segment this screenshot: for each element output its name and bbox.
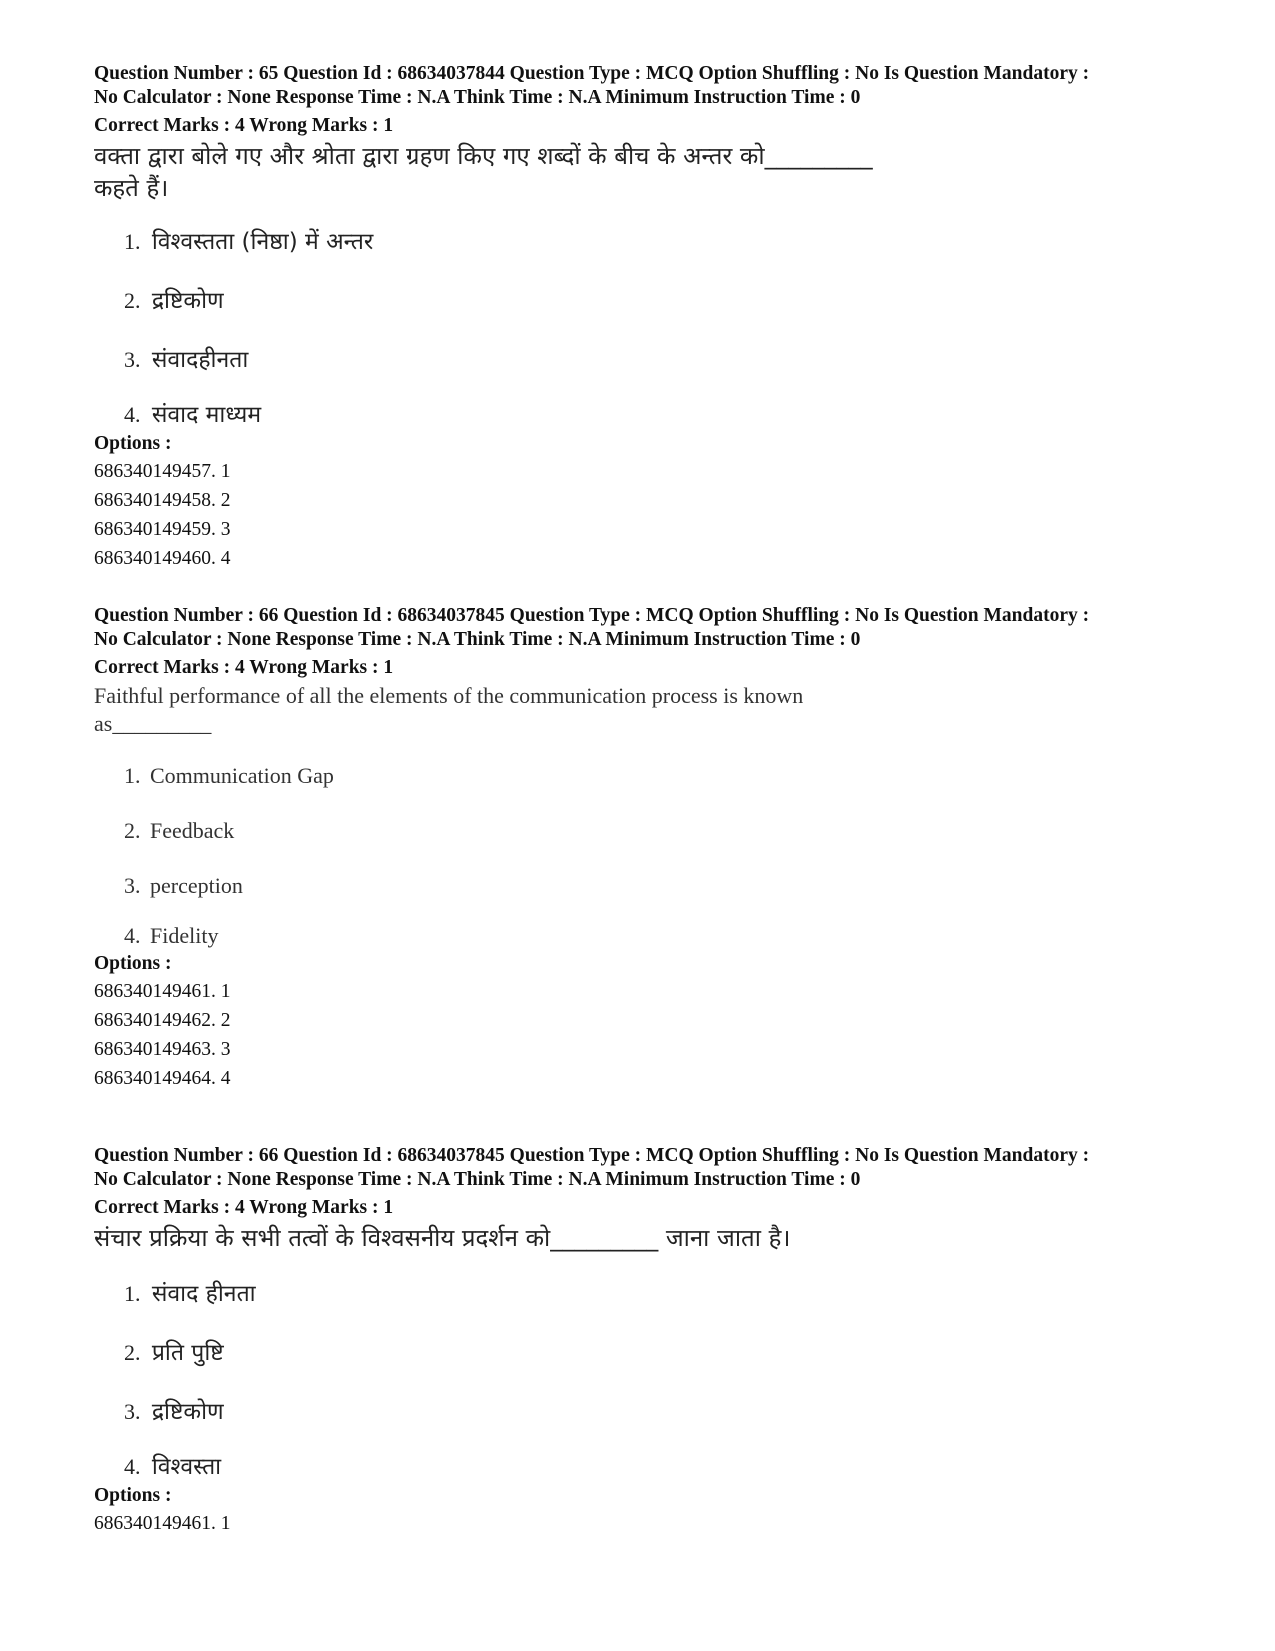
choice-text: Feedback bbox=[150, 818, 235, 843]
choice-text: द्रष्टिकोण bbox=[151, 1399, 224, 1425]
answer-choice bbox=[124, 271, 1214, 330]
choice-text: विश्वस्ता bbox=[151, 1454, 222, 1480]
choice-number: 2. bbox=[124, 818, 141, 843]
answer-choice bbox=[124, 1441, 1214, 1481]
answer-choice bbox=[124, 1382, 1214, 1441]
choice-text: संवादहीनता bbox=[151, 347, 249, 373]
option-id-row: 686340149458. 2 bbox=[94, 490, 231, 511]
question-stem: संचार प्रक्रिया के सभी तत्वों के विश्वसनीय प्रदर्शन को_________ जाना जाता है। bbox=[94, 1224, 791, 1252]
choice-number: 3. bbox=[124, 1399, 141, 1424]
question-block-66-hindi bbox=[94, 1144, 1214, 1538]
option-id-row: 686340149461. 1 bbox=[94, 981, 231, 1002]
option-id-row: 686340149461. 1 bbox=[94, 1513, 231, 1534]
choice-number: 2. bbox=[124, 288, 141, 313]
options-label: Options : bbox=[94, 433, 172, 454]
answer-choice bbox=[124, 1264, 1214, 1323]
choice-number: 3. bbox=[124, 347, 141, 372]
answer-choice bbox=[124, 1323, 1214, 1382]
options-label: Options : bbox=[94, 1485, 172, 1506]
option-id-row: 686340149464. 4 bbox=[94, 1068, 231, 1089]
choice-number: 3. bbox=[124, 873, 141, 898]
option-id-row: 686340149457. 1 bbox=[94, 461, 231, 482]
choice-text: perception bbox=[150, 873, 243, 898]
options-label: Options : bbox=[94, 953, 172, 974]
option-id-row: 686340149460. 4 bbox=[94, 548, 231, 569]
question-meta-line-2: No Calculator : None Response Time : N.A Think Time : N.A Minimum Instruction Time : 0 bbox=[94, 87, 861, 108]
answer-choice bbox=[124, 858, 1214, 913]
option-id-row: 686340149463. 3 bbox=[94, 1039, 231, 1060]
question-meta-line-1: Question Number : 66 Question Id : 68634037845 Question Type : MCQ Option Shuffling : No Is Question Mandatory : bbox=[94, 605, 1090, 626]
choice-number: 1. bbox=[124, 229, 141, 254]
marks-line: Correct Marks : 4 Wrong Marks : 1 bbox=[94, 1197, 394, 1218]
answer-choice bbox=[124, 913, 1214, 949]
choice-text: विश्वस्तता (निष्ठा) में अन्तर bbox=[151, 229, 374, 255]
question-meta-line-1: Question Number : 65 Question Id : 68634037844 Question Type : MCQ Option Shuffling : No Is Question Mandatory : bbox=[94, 63, 1090, 84]
choice-number: 1. bbox=[124, 1281, 141, 1306]
answer-choice bbox=[124, 212, 1214, 271]
question-meta-line-2: No Calculator : None Response Time : N.A Think Time : N.A Minimum Instruction Time : 0 bbox=[94, 629, 861, 650]
choice-text: संवाद हीनता bbox=[151, 1281, 256, 1307]
question-meta-line-1: Question Number : 66 Question Id : 68634037845 Question Type : MCQ Option Shuffling : No Is Question Mandatory : bbox=[94, 1145, 1090, 1166]
choice-text: संवाद माध्यम bbox=[151, 402, 262, 428]
question-meta-line-2: No Calculator : None Response Time : N.A Think Time : N.A Minimum Instruction Time : 0 bbox=[94, 1169, 861, 1190]
option-id-row: 686340149459. 3 bbox=[94, 519, 231, 540]
marks-line: Correct Marks : 4 Wrong Marks : 1 bbox=[94, 657, 394, 678]
answer-choice-list bbox=[94, 748, 1214, 949]
question-block-66-english bbox=[94, 604, 1214, 1093]
question-stem: Faithful performance of all the elements of the communication process is known as_________ bbox=[94, 683, 804, 736]
question-block-65 bbox=[94, 62, 1214, 573]
question-stem: वक्ता द्वारा बोले गए और श्रोता द्वारा ग्रहण किए गए शब्दों के बीच के अन्तर को_________ कहते हैं। bbox=[94, 142, 873, 202]
choice-number: 1. bbox=[124, 763, 141, 788]
option-id-row: 686340149462. 2 bbox=[94, 1010, 231, 1031]
marks-line: Correct Marks : 4 Wrong Marks : 1 bbox=[94, 115, 394, 136]
choice-text: द्रष्टिकोण bbox=[151, 288, 224, 314]
answer-choice bbox=[124, 389, 1214, 429]
choice-text: प्रति पुष्टि bbox=[151, 1340, 224, 1366]
answer-choice bbox=[124, 803, 1214, 858]
choice-number: 4. bbox=[124, 402, 141, 427]
answer-choice bbox=[124, 330, 1214, 389]
choice-number: 4. bbox=[124, 923, 141, 948]
choice-text: Fidelity bbox=[150, 923, 219, 948]
answer-choice bbox=[124, 748, 1214, 803]
choice-number: 4. bbox=[124, 1454, 141, 1479]
choice-number: 2. bbox=[124, 1340, 141, 1365]
choice-text: Communication Gap bbox=[150, 763, 334, 788]
answer-choice-list bbox=[94, 1264, 1214, 1481]
answer-choice-list bbox=[94, 212, 1214, 429]
